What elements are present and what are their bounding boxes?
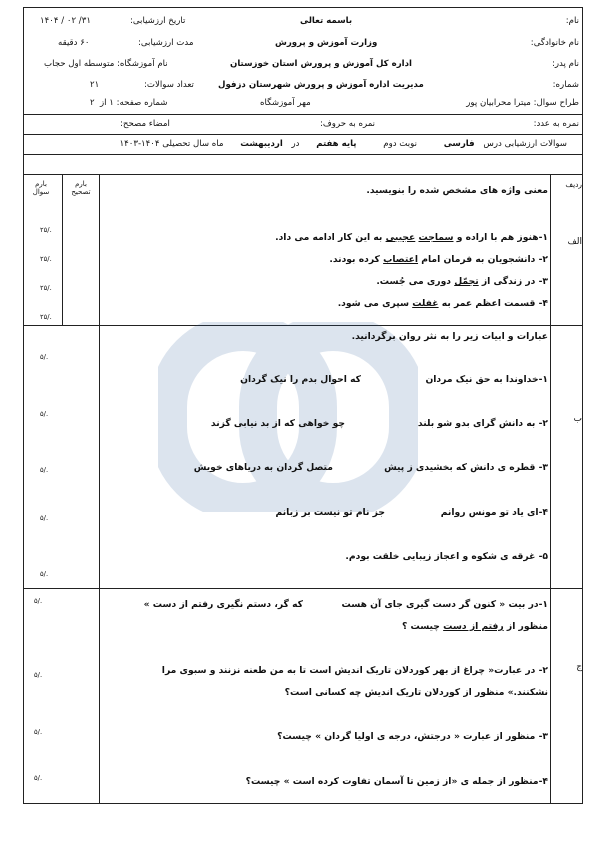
- frame-top: [23, 7, 583, 8]
- exam-month: اردیبهشت: [240, 139, 283, 149]
- family-label: نام خانوادگی:: [530, 38, 579, 48]
- date-label: تاریخ ارزشیابی:: [130, 16, 186, 26]
- be-item-3-left: متصل گردان به دریاهای خویش: [193, 462, 333, 473]
- corrector-label: امضاء مصحح:: [120, 119, 170, 129]
- be-item-4-left: جز نام تو نیست بر زبانم: [275, 507, 385, 518]
- jim-q3: ۳- منظور از عبارت « درجتش، درجه ی اولیا گردان » چیست؟: [277, 731, 548, 742]
- ministry-title: وزارت آموزش و پرورش: [275, 38, 378, 48]
- page-label: شماره صفحه: ۱ از: [100, 98, 168, 108]
- be-item-2-left: چو خواهی که از بد نیابی گزند: [210, 418, 345, 429]
- be-score-1: ۵/.: [40, 353, 49, 361]
- count-value: ۲۱: [90, 80, 100, 90]
- jim-score-1: ۵/.: [34, 597, 43, 605]
- watermark-logo: [158, 322, 418, 512]
- alef-item-1: ۱-هنوز هم با اراده و سماجت عجیبی به این کار ادامه می داد.: [275, 232, 548, 243]
- be-item-4-right: ۴-ای یاد تو مونس روانم: [440, 507, 548, 518]
- jim-score-4: ۵/.: [34, 774, 43, 782]
- header-divider-2: [23, 134, 583, 135]
- col-header-question-score: بارم سوال: [32, 180, 50, 196]
- section-label-jim: ج: [576, 662, 582, 672]
- alef-score-1: ۲۵/.: [40, 226, 52, 234]
- bismillah: باسمه تعالی: [300, 16, 353, 26]
- frame-bottom: [23, 803, 583, 804]
- be-title: عبارات و ابیات زیر را به نثر روان برگردانید.: [351, 331, 548, 342]
- section-divider-be: [23, 588, 583, 589]
- alef-item-3: ۳- در زندگی از تجمّل دوری می جُست.: [376, 276, 548, 287]
- name-label: نام:: [565, 16, 579, 26]
- jim-score-3: ۵/.: [34, 728, 43, 736]
- col-header-correct-score: بارم تصحیح: [71, 180, 91, 196]
- score-number-label: نمره به عدد:: [533, 119, 579, 129]
- father-label: نام پدر:: [551, 59, 579, 69]
- col-score-divider-2: [62, 174, 63, 326]
- score-letters-label: نمره به حروف:: [320, 119, 376, 129]
- be-item-1-right: ۱-خداوندا به حق نیک مردان: [425, 374, 548, 385]
- be-item-1-left: که احوال بدم را نیک گردان: [240, 374, 361, 385]
- county-title: مدیریت اداره آموزش و پرورش شهرستان دزفول: [218, 80, 424, 90]
- alef-word-1a: سماجت: [418, 232, 454, 243]
- be-score-4: ۵/.: [40, 514, 49, 522]
- school-seal-label: مهر آموزشگاه: [260, 98, 311, 108]
- alef-score-2: ۲۵/.: [40, 255, 52, 263]
- jim-q1-line2: منظور از رفتم از دست چیست ؟: [401, 621, 548, 632]
- alef-score-4: ۲۵/.: [40, 313, 52, 321]
- header-divider-3: [23, 154, 583, 155]
- count-label: تعداد سوالات:: [144, 80, 194, 90]
- alef-word-1b: عجیبی: [385, 232, 416, 243]
- alef-item-4: ۴- قسمت اعظم عمر به غفلت سپری می شود.: [337, 298, 548, 309]
- frame-left: [23, 7, 24, 804]
- jim-q2-line2: نشکنند.» منظور از کوردلان تاریک اندیش چه کسانی است؟: [284, 687, 548, 698]
- exam-title-line: [119, 139, 567, 149]
- jim-q1-underlined: رفتم از دست: [443, 621, 504, 632]
- jim-score-2: ۵/.: [34, 671, 43, 679]
- alef-title: معنی واژه های مشخص شده را بنویسید.: [366, 185, 548, 196]
- header-divider-1: [23, 114, 583, 115]
- duration-label: مدت ارزشیابی:: [138, 38, 194, 48]
- province-title: اداره کل آموزش و پرورش استان خوزستان: [230, 59, 412, 69]
- exam-in: در: [291, 139, 300, 149]
- frame-right: [582, 7, 583, 804]
- be-item-3-right: ۳- قطره ی دانش که بخشیدی ز پیش: [384, 462, 548, 473]
- alef-word-4: غفلت: [412, 298, 439, 309]
- jim-q1-line1-right: ۱-در بیت « کنون گر دست گیری جای آن هست: [341, 599, 548, 610]
- col-header-row: ردیف: [565, 180, 582, 189]
- section-label-be: ب: [573, 414, 582, 424]
- be-item-5: ۵- غرقه ی شکوه و اعجاز زیبایی خلقت بودم.: [345, 551, 548, 562]
- be-score-2: ۵/.: [40, 410, 49, 418]
- exam-subject: فارسی: [443, 139, 475, 149]
- school-name-label: نام آموزشگاه: متوسطه اول حجاب: [44, 59, 168, 69]
- alef-word-2: اعتصاب: [383, 254, 419, 265]
- be-item-2-right: ۲- به دانش گرای بدو شو بلند: [417, 418, 548, 429]
- exam-questions: سوالات ارزشیابی درس: [483, 139, 567, 149]
- alef-score-3: ۲۵/.: [40, 284, 52, 292]
- number-label: شماره:: [552, 80, 579, 90]
- section-label-alef: الف: [567, 237, 582, 247]
- designer-label: طراح سوال: میترا محرابیان پور: [466, 98, 579, 108]
- be-score-5: ۵/.: [40, 570, 49, 578]
- col-score-divider-1: [99, 174, 100, 803]
- jim-q2-line1: ۲- در عبارت« چراغ از بهر کوردلان تاریک اندیش است تا به من طعنه نزنند و سبوی مرا: [161, 665, 548, 676]
- duration-value: ۶۰ دقیقه: [58, 38, 90, 48]
- jim-q1-line1-left: که گر، دستم نگیری رفتم از دست »: [143, 599, 303, 610]
- be-score-3: ۵/.: [40, 466, 49, 474]
- exam-grade: پایه هفتم: [316, 139, 357, 149]
- page-value: ۲: [90, 98, 95, 108]
- jim-q4: ۴-منظور از جمله ی «از زمین تا آسمان تفاوت کرده است » چیست؟: [245, 776, 548, 787]
- date-value: ۳۱/ ۰۲ / ۱۴۰۴: [40, 16, 91, 26]
- alef-word-3: تجمّل: [454, 276, 479, 287]
- exam-year: ماه سال تحصیلی ۱۴۰۴-۱۴۰۳: [119, 139, 224, 149]
- col-row-divider: [550, 174, 551, 803]
- alef-item-2: ۲- دانشجویان به فرمان امام اعتصاب کرده بودند.: [329, 254, 548, 265]
- exam-turn: نوبت دوم: [383, 139, 417, 149]
- header-divider-4: [23, 174, 583, 175]
